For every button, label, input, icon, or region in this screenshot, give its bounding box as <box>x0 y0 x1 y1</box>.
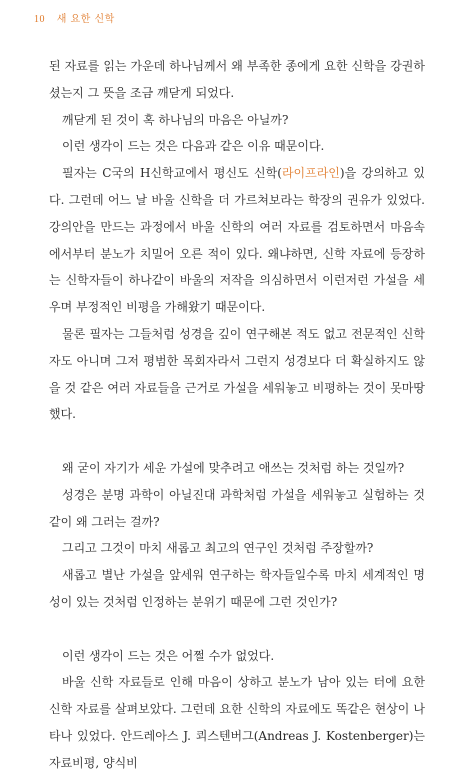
paragraph <box>49 160 425 321</box>
paragraph: 그리고 그것이 마치 새롭고 최고의 연구인 것처럼 주장할까? <box>62 541 374 556</box>
section-break <box>49 428 425 455</box>
paragraph-text: 필자는 C국의 H신학교에서 평신도 신학( <box>62 166 282 181</box>
paragraph: 이런 생각이 드는 것은 다음과 같은 이유 때문이다. <box>62 139 325 154</box>
paragraph: 왜 굳이 자기가 세운 가설에 맞추려고 애쓰는 것처럼 하는 것일까? <box>62 460 405 475</box>
highlighted-term: 라이프라인 <box>281 166 340 181</box>
paragraph: 깨닫게 된 것이 혹 하나님의 마음은 아닐까? <box>62 112 289 127</box>
book-title: 새 요한 신학 <box>56 14 115 25</box>
paragraph: 성경은 분명 과학이 아닐진대 과학처럼 가설을 세워놓고 실험하는 것같이 왜 그러는 걸까? <box>49 487 425 529</box>
paragraph: 바울 신학 자료들로 인해 마음이 상하고 분노가 남아 있는 터에 요한 신학 자료를 살펴보았다. 그런데 요한 신학의 자료에도 똑같은 현상이 나타나 있었다. 안드레아스 J. 쾨스텐버그(Andreas J. Kostenberger)는 자료비평, 양식비 <box>49 675 425 770</box>
paragraph-text: )을 강의하고 있다. 그런데 어느 날 바울 신학을 더 가르쳐보라는 학장의 권유가 있었다. 강의안을 만드는 과정에서 바울 신학의 여러 자료를 검토하면서 마음속에서부터 분노가 치밀어 오른 적이 있다. 왜냐하면, 신학 자료에 등장하는 신학자들이 하나같이 바울의 저작을 의심하면서 이런저런 가설을 세우며 부정적인 비평을 가해왔기 때문이다. <box>49 166 425 315</box>
paragraph: 새롭고 별난 가설을 앞세워 연구하는 학자들일수록 마치 세계적인 명성이 있는 것처럼 인정하는 분위기 때문에 그런 것인가? <box>49 568 425 609</box>
running-head <box>34 10 115 25</box>
section-break <box>49 616 425 643</box>
paragraph: 된 자료를 읽는 가운데 하나님께서 왜 부족한 종에게 요한 신학을 강권하셨는지 그 뜻을 조금 깨닫게 되었다. <box>49 59 425 100</box>
page-number: 10 <box>34 14 45 25</box>
body-text <box>49 53 425 777</box>
paragraph: 물론 필자는 그들처럼 성경을 깊이 연구해본 적도 없고 전문적인 신학자도 아니며 그저 평범한 목회자라서 그런지 성경보다 더 확실하지도 않을 것 같은 여러 자료들을 근거로 가설을 세워놓고 비평하는 것이 못마땅했다. <box>49 326 425 422</box>
paragraph: 이런 생각이 드는 것은 어쩔 수가 없었다. <box>62 648 275 663</box>
